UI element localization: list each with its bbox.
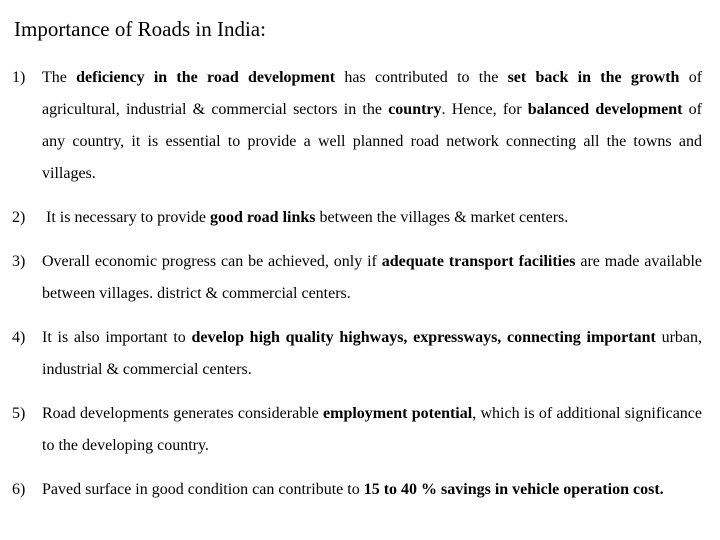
list-item: [0, 398, 720, 462]
list-item-text: [42, 474, 702, 506]
list-item-text: [42, 246, 702, 310]
emphasis-text: set back in the growth: [507, 69, 680, 86]
body-text: between the villages & market centers.: [315, 209, 569, 226]
body-text: of any country, it is essential to provide a well planned road network connecting all the towns and villages.: [42, 101, 702, 182]
list-item-text: [42, 322, 702, 386]
list-item: [0, 322, 720, 386]
list-item: [0, 474, 720, 506]
body-text: It is necessary to provide: [46, 209, 210, 226]
list-item-text: [42, 398, 702, 462]
body-text: Road developments generates considerable: [42, 405, 324, 422]
body-text: , which is of additional significance to the developing country.: [42, 405, 703, 454]
list-item-number: 2): [12, 209, 26, 226]
list-item: [0, 246, 720, 310]
list-item-text: [42, 62, 702, 190]
emphasis-text: employment potential: [323, 405, 473, 422]
body-text: urban, industrial & commercial centers.: [42, 329, 702, 378]
list-item: [0, 202, 720, 234]
list-item: [0, 62, 720, 190]
body-text: . Hence, for: [441, 101, 528, 118]
list-item-number: 3): [12, 253, 26, 270]
emphasis-text: balanced development: [527, 101, 683, 118]
body-text: has contributed to the: [335, 69, 508, 86]
body-text: are made available between villages. district & commercial centers.: [42, 253, 703, 302]
body-text: Paved surface in good condition can contribute to: [42, 481, 364, 498]
page-title: Importance of Roads in India:: [14, 17, 266, 41]
list-item-text: [42, 202, 702, 234]
emphasis-text: country: [388, 101, 442, 118]
emphasis-text: develop high quality highways, expressways, connecting important: [191, 329, 656, 346]
emphasis-text: 15 to 40 % savings in vehicle operation cost.: [363, 481, 664, 498]
emphasis-text: adequate transport facilities: [381, 253, 576, 270]
emphasis-text: deficiency in the road development: [76, 69, 336, 86]
list-item-number: 6): [12, 481, 26, 498]
list-item-number: 4): [12, 329, 26, 346]
list-item-number: 5): [12, 405, 26, 422]
emphasis-text: good road links: [209, 209, 316, 226]
body-text: of agricultural, industrial & commercial sectors in the: [42, 69, 703, 118]
body-text: It is also important to: [42, 329, 192, 346]
importance-list: [0, 62, 720, 506]
list-item-number: 1): [12, 69, 26, 86]
body-text: The: [42, 69, 77, 86]
body-text: Overall economic progress can be achieved, only if: [42, 253, 382, 270]
